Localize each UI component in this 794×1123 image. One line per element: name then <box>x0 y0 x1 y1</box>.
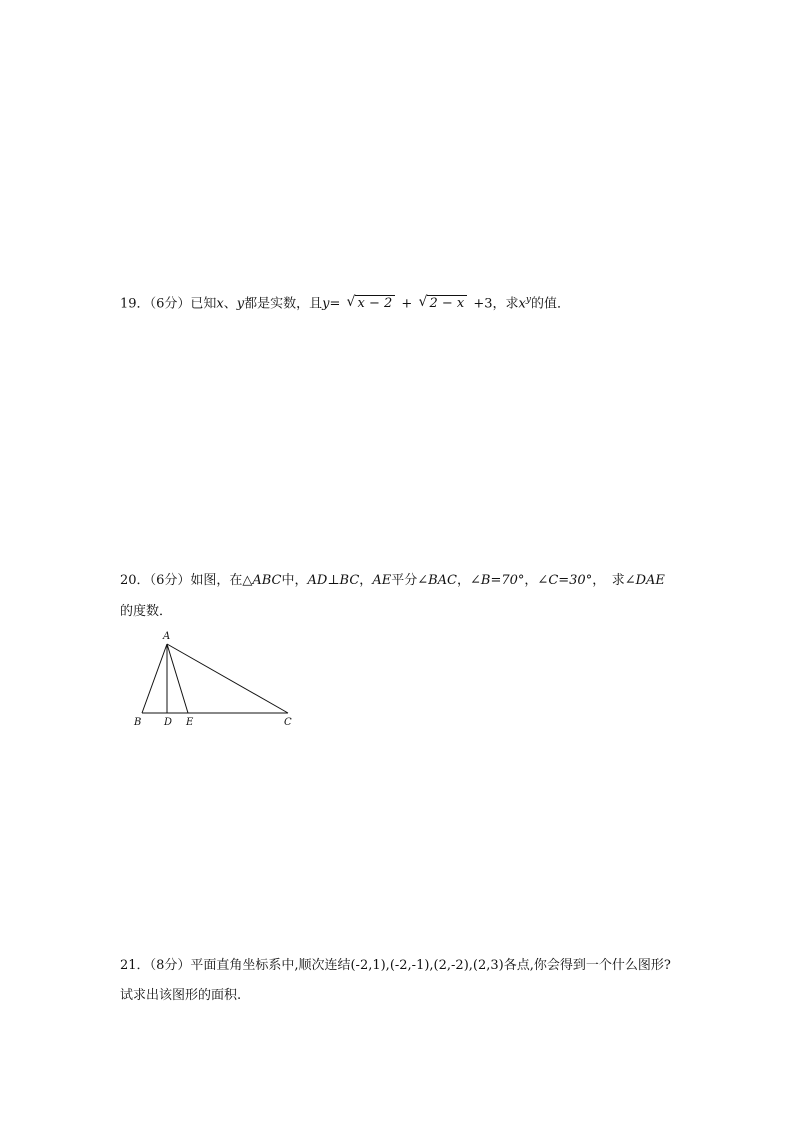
label-d: D <box>164 717 173 728</box>
triangle-figure <box>120 625 305 735</box>
segment-ab <box>142 644 167 713</box>
label-c: C <box>284 717 292 728</box>
question-number: 21 <box>120 958 137 973</box>
question-21-line-2: 试求出该图形的面积. <box>120 988 242 1003</box>
label-a: A <box>163 631 171 642</box>
question-21: 21．（8分）平面直角坐标系中,顺次连结(-2,1),(-2,-1),(2,-2),(2,3)各点,你会得到一个什么图形? <box>120 958 671 973</box>
label-e: E <box>186 717 194 728</box>
sqrt-term-2: √ 2 − x <box>418 295 467 313</box>
sqrt-term-1: √ x − 2 <box>346 295 395 313</box>
question-points: （6分） <box>149 573 191 588</box>
question-20: 20．（6分）如图，在△ABC中，AD⊥BC，AE平分∠BAC，∠B=70°，∠C=30°， 求∠DAE <box>120 573 665 588</box>
question-number: 20 <box>120 573 137 588</box>
question-20-line-2: 的度数． <box>120 604 173 619</box>
question-points: （6分） <box>149 296 191 312</box>
question-19: 19．（6分）已知x、y都是实数，且y= √ x − 2 + √ 2 − x +3，求$x^y$的值． <box>120 294 570 312</box>
question-points: （8分） <box>149 958 191 973</box>
question-number: 19 <box>120 296 137 312</box>
label-b: B <box>134 717 142 728</box>
